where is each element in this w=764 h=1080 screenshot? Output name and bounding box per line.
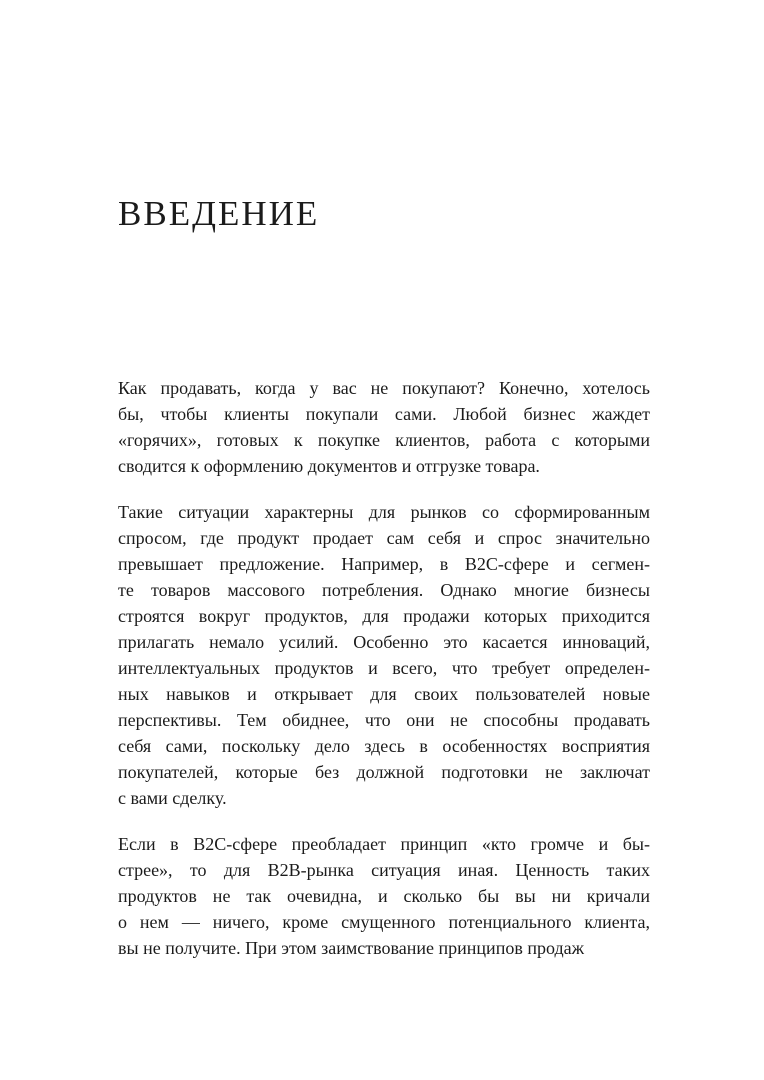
text-line: интеллектуальных продуктов и всего, что требует определен-: [118, 658, 650, 678]
text-line: сводится к оформлению документов и отгрузке товара.: [118, 456, 540, 476]
text-line: Если в B2C-сфере преобладает принцип «кто громче и бы-: [118, 834, 650, 854]
text-line: прилагать немало усилий. Особенно это касается инноваций,: [118, 632, 650, 652]
text-line: вы не получите. При этом заимствование принципов продаж: [118, 938, 585, 958]
text-line: с вами сделку.: [118, 788, 227, 808]
text-line: стрее», то для B2B-рынка ситуация иная. Ценность таких: [118, 860, 650, 880]
chapter-title: ВВЕДЕНИЕ: [118, 194, 320, 234]
text-line: спросом, где продукт продает сам себя и спрос значительно: [118, 528, 650, 548]
text-line: ных навыков и открывает для своих пользователей новые: [118, 684, 650, 704]
text-line: продуктов не так очевидна, и сколько бы вы ни кричали: [118, 886, 650, 906]
text-line: «горячих», готовых к покупке клиентов, работа с которыми: [118, 430, 650, 450]
text-line: перспективы. Тем обиднее, что они не способны продавать: [118, 710, 650, 730]
paragraph: [118, 375, 650, 479]
text-line: бы, чтобы клиенты покупали сами. Любой бизнес жаждет: [118, 404, 650, 424]
text-line: Такие ситуации характерны для рынков со сформированным: [118, 502, 650, 522]
text-line: себя сами, поскольку дело здесь в особенностях восприятия: [118, 736, 650, 756]
body-text: [118, 375, 650, 981]
text-line: покупателей, которые без должной подготовки не заключат: [118, 762, 650, 782]
text-line: о нем — ничего, кроме смущенного потенциального клиента,: [118, 912, 650, 932]
text-line: Как продавать, когда у вас не покупают? Конечно, хотелось: [118, 378, 650, 398]
paragraph: [118, 499, 650, 811]
paragraph: [118, 831, 650, 961]
text-line: те товаров массового потребления. Однако многие бизнесы: [118, 580, 650, 600]
text-line: строятся вокруг продуктов, для продажи которых приходится: [118, 606, 650, 626]
text-line: превышает предложение. Например, в B2C-сфере и сегмен-: [118, 554, 650, 574]
